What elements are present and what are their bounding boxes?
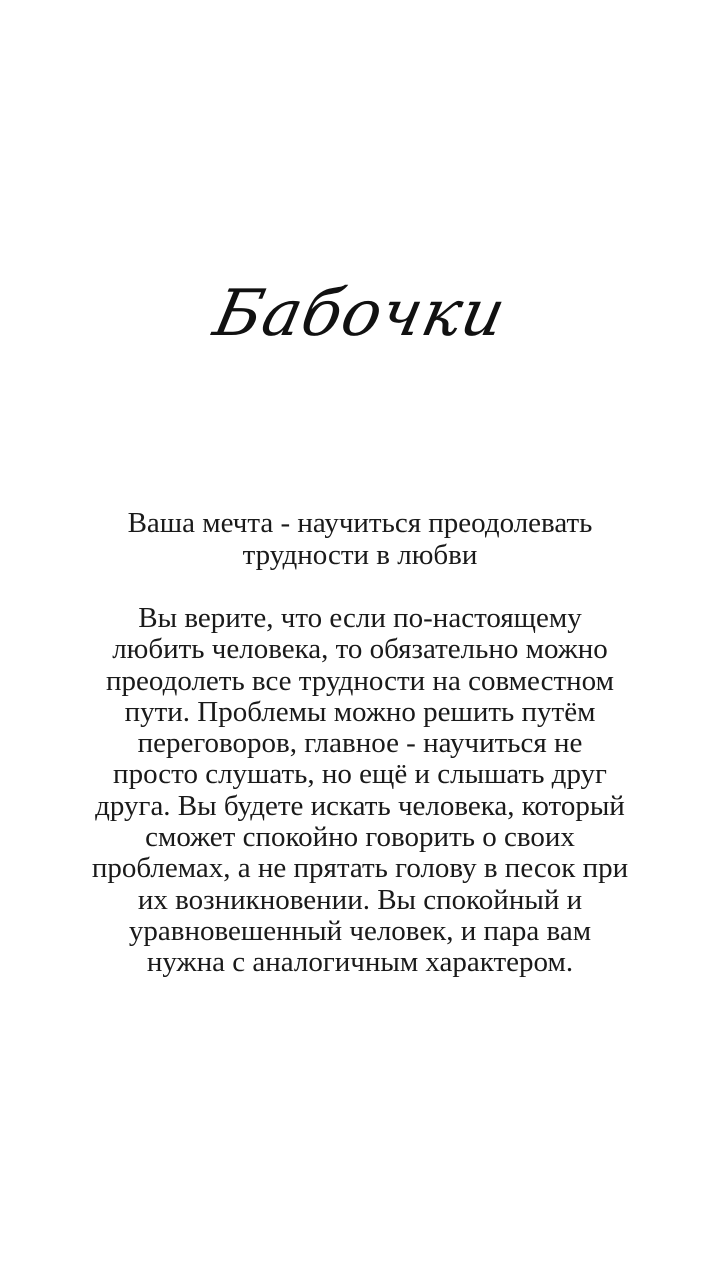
paragraph-line: проблемах, а не прятать голову в песок при: [91, 852, 629, 885]
description-paragraph: [40, 603, 680, 979]
paragraph-line: сможет спокойно говорить о своих: [145, 821, 575, 854]
paragraph-line: Вы верите, что если по-настоящему: [138, 602, 582, 634]
paragraph-line: переговоров, главное - научиться не: [137, 727, 583, 760]
paragraph-line: просто слушать, но ещё и слышать друг: [113, 758, 607, 791]
subtitle: [60, 507, 660, 571]
paragraph-line: их возникновении. Вы спокойный и: [137, 883, 583, 916]
paragraph-line: нужна с аналогичным характером.: [146, 946, 574, 979]
paragraph-line: пути. Проблемы можно решить путём: [124, 695, 596, 728]
subtitle-line: трудности в любви: [242, 539, 478, 571]
paragraph-line: преодолеть все трудности на совместном: [106, 664, 614, 697]
paragraph-line: уравновешенный человек, и пара вам: [128, 914, 592, 947]
paragraph-line: друга. Вы будете искать человека, который: [95, 789, 625, 822]
page-title: Бабочки: [207, 277, 513, 351]
paragraph-line: любить человека, то обязательно можно: [112, 633, 608, 666]
subtitle-line: Ваша мечта - научиться преодолевать: [127, 507, 593, 539]
